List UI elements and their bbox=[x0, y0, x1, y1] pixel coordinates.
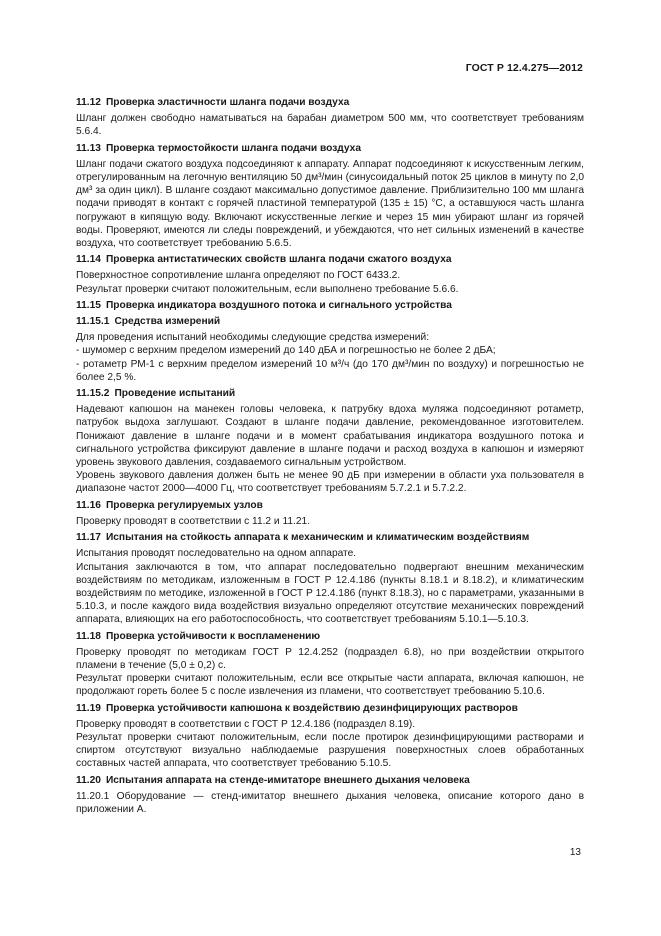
section-title: Проверка термостойкости шланга подачи воздуха bbox=[105, 142, 362, 154]
paragraph: Надевают капюшон на манекен головы человека, к патрубку вдоха муляжа подсоединяют ротаметр, патрубок выдоха заглушают. Создают в шланге подачи давление, рекомендованное изготовителем. Понижают давление в шланге подачи и в момент срабатывания индикатора воздушного потока и сигнального устройства фиксируют давление в шланге подачи и расход воздуха в капюшон и измеряют уровень звукового давления, создаваемого сигнальным устройством. bbox=[76, 404, 584, 469]
section-heading bbox=[76, 315, 584, 328]
paragraph: Испытания проводят последовательно на одном аппарате. bbox=[76, 548, 357, 560]
section-heading bbox=[76, 253, 584, 266]
section-number: 11.12 bbox=[76, 97, 101, 108]
section-s1120 bbox=[76, 774, 584, 787]
page-number: 13 bbox=[569, 847, 581, 858]
section-number: 11.15.2 bbox=[76, 388, 110, 400]
section-heading bbox=[76, 299, 584, 312]
paragraph: - ротаметр РМ-1 с верхним пределом измерений 10 м³/ч (до 170 дм³/мин по воздуху) и погрешностью не более 2,5 %. bbox=[76, 358, 584, 383]
section-title: Проверка антистатических свойств шланга подачи сжатого воздуха bbox=[105, 254, 452, 266]
paragraph: Проверку проводят по методикам ГОСТ Р 12.4.252 (подраздел 6.8), но при воздействии открытого пламени в течение (5,0 ± 0,2) с. bbox=[76, 646, 584, 671]
section-s1113 bbox=[76, 142, 584, 251]
section-number: 11.15 bbox=[76, 299, 101, 311]
paragraph: Результат проверки считают положительным, если после протирок дезинфицирующими растворами и спиртом отсутствуют визуально наблюдаемые разрушения поверхностных слоев обработанных составных частей аппарата, что соответствует требованию 5.10.5. bbox=[76, 731, 584, 770]
section-s1118 bbox=[76, 630, 584, 699]
section-number: 11.17 bbox=[76, 532, 101, 544]
section-number: 11.13 bbox=[76, 142, 101, 154]
section-number: 11.16 bbox=[76, 499, 101, 511]
section-s11152 bbox=[76, 387, 584, 496]
paragraph: Шланг подачи сжатого воздуха подсоединяют к аппарату. Аппарат подсоединяют к искусственным легким, отрегулированным на легочную вентиляцию 50 дм³/мин (синусоидальный поток 25 циклов в минуту по 2,0 дм³ за один цикл). В шланге создают максимально допустимое давление. Приблизительно 100 мм шланга подачи приводят в контакт с горячей пластиной температурой (135 ± 15) °С, а оставшуюся часть шланга погружают в кипящую воду. Включают искусственные легкие и через 15 мин убирают шланг из горячей воды. Проверяют, имеются ли следы повреждений, и убеждаются, что нет сильных изменений в качестве воздуха, что соответствует требованию 5.6.5. bbox=[76, 158, 584, 250]
section-heading bbox=[76, 96, 584, 109]
section-heading bbox=[76, 531, 584, 544]
section-title: Проверка регулируемых узлов bbox=[105, 499, 263, 511]
paragraph: Для проведения испытаний необходимы следующие средства измерений: bbox=[76, 332, 430, 344]
paragraph: Поверхностное сопротивление шланга определяют по ГОСТ 6433.2. bbox=[76, 270, 401, 282]
section-heading bbox=[76, 702, 584, 715]
section-heading bbox=[76, 387, 584, 400]
section-number: 11.19 bbox=[76, 702, 101, 714]
section-number: 11.18 bbox=[76, 630, 101, 642]
section-s1114 bbox=[76, 253, 584, 296]
section-heading bbox=[76, 499, 584, 512]
section-s1116 bbox=[76, 499, 584, 528]
document-header: ГОСТ Р 12.4.275—2012 bbox=[465, 62, 583, 74]
section-heading bbox=[76, 774, 584, 787]
section-number: 11.14 bbox=[76, 254, 101, 266]
paragraph: Шланг должен свободно наматываться на барабан диаметром 500 мм, что соответствует требованиям 5.6.4. bbox=[76, 113, 584, 138]
section-title: Проверка индикатора воздушного потока и сигнального устройства bbox=[105, 299, 452, 311]
paragraph: - шумомер с верхним пределом измерений до 140 дБА и погрешностью не более 2 дБА; bbox=[76, 345, 496, 357]
section-s1112 bbox=[76, 96, 584, 139]
paragraph: Проверку проводят в соответствии с ГОСТ Р 12.4.186 (подраздел 8.19). bbox=[76, 718, 416, 730]
section-s11151 bbox=[76, 315, 584, 384]
paragraph: Проверку проводят в соответствии с 11.2 и 11.21. bbox=[76, 515, 311, 527]
section-number: 11.15.1 bbox=[76, 316, 110, 328]
section-s1117 bbox=[76, 531, 584, 626]
section-heading bbox=[76, 630, 584, 643]
paragraph: Результат проверки считают положительным, если выполнено требование 5.6.6. bbox=[76, 283, 459, 295]
section-s1115 bbox=[76, 299, 584, 312]
paragraph: 11.20.1 Оборудование — стенд-имитатор внешнего дыхания человека, описание которого дано в приложении А. bbox=[76, 790, 584, 815]
paragraph: Результат проверки считают положительным, если все открытые части аппарата, включая капюшон, не продолжают гореть более 5 с после извлечения из пламени, что соответствует требованию 5.10.6. bbox=[76, 673, 584, 698]
paragraph: Уровень звукового давления должен быть не менее 90 дБ при измерении в области уха пользователя в диапазоне частот 2000—4000 Гц, что соответствует требованиям 5.7.2.1 и 5.7.2.2. bbox=[76, 470, 584, 495]
section-number: 11.20 bbox=[76, 774, 101, 786]
section-s1119 bbox=[76, 702, 584, 771]
document-body bbox=[76, 93, 584, 816]
section-title: Испытания аппарата на стенде-имитаторе внешнего дыхания человека bbox=[105, 774, 470, 786]
section-title: Проведение испытаний bbox=[114, 388, 236, 400]
section-s11201 bbox=[76, 790, 584, 816]
section-heading bbox=[76, 142, 584, 155]
section-title: Проверка эластичности шланга подачи воздуха bbox=[105, 97, 350, 108]
section-title: Средства измерений bbox=[114, 316, 221, 328]
section-title: Проверка устойчивости к воспламенению bbox=[105, 630, 321, 642]
paragraph: Испытания заключаются в том, что аппарат последовательно подвергают внешним механическим воздействиям по методикам, изложенным в ГОСТ Р 12.4.186 (пункты 8.18.1 и 8.18.2), и климатическим воздействиям по методике, изложенной в ГОСТ Р 12.4.186 (пункт 8.18.3), но с параметрами, указанными в 5.10.3, и после каждого вида воздействия визуально определяют отсутствие механических повреждений аппарата, влияющих на его работоспособность, что соответствует требованиям 5.10.1—5.10.3. bbox=[76, 561, 584, 626]
section-title: Испытания на стойкость аппарата к механическим и климатическим воздействиям bbox=[105, 532, 530, 544]
section-title: Проверка устойчивости капюшона к воздействию дезинфицирующих растворов bbox=[105, 702, 518, 714]
